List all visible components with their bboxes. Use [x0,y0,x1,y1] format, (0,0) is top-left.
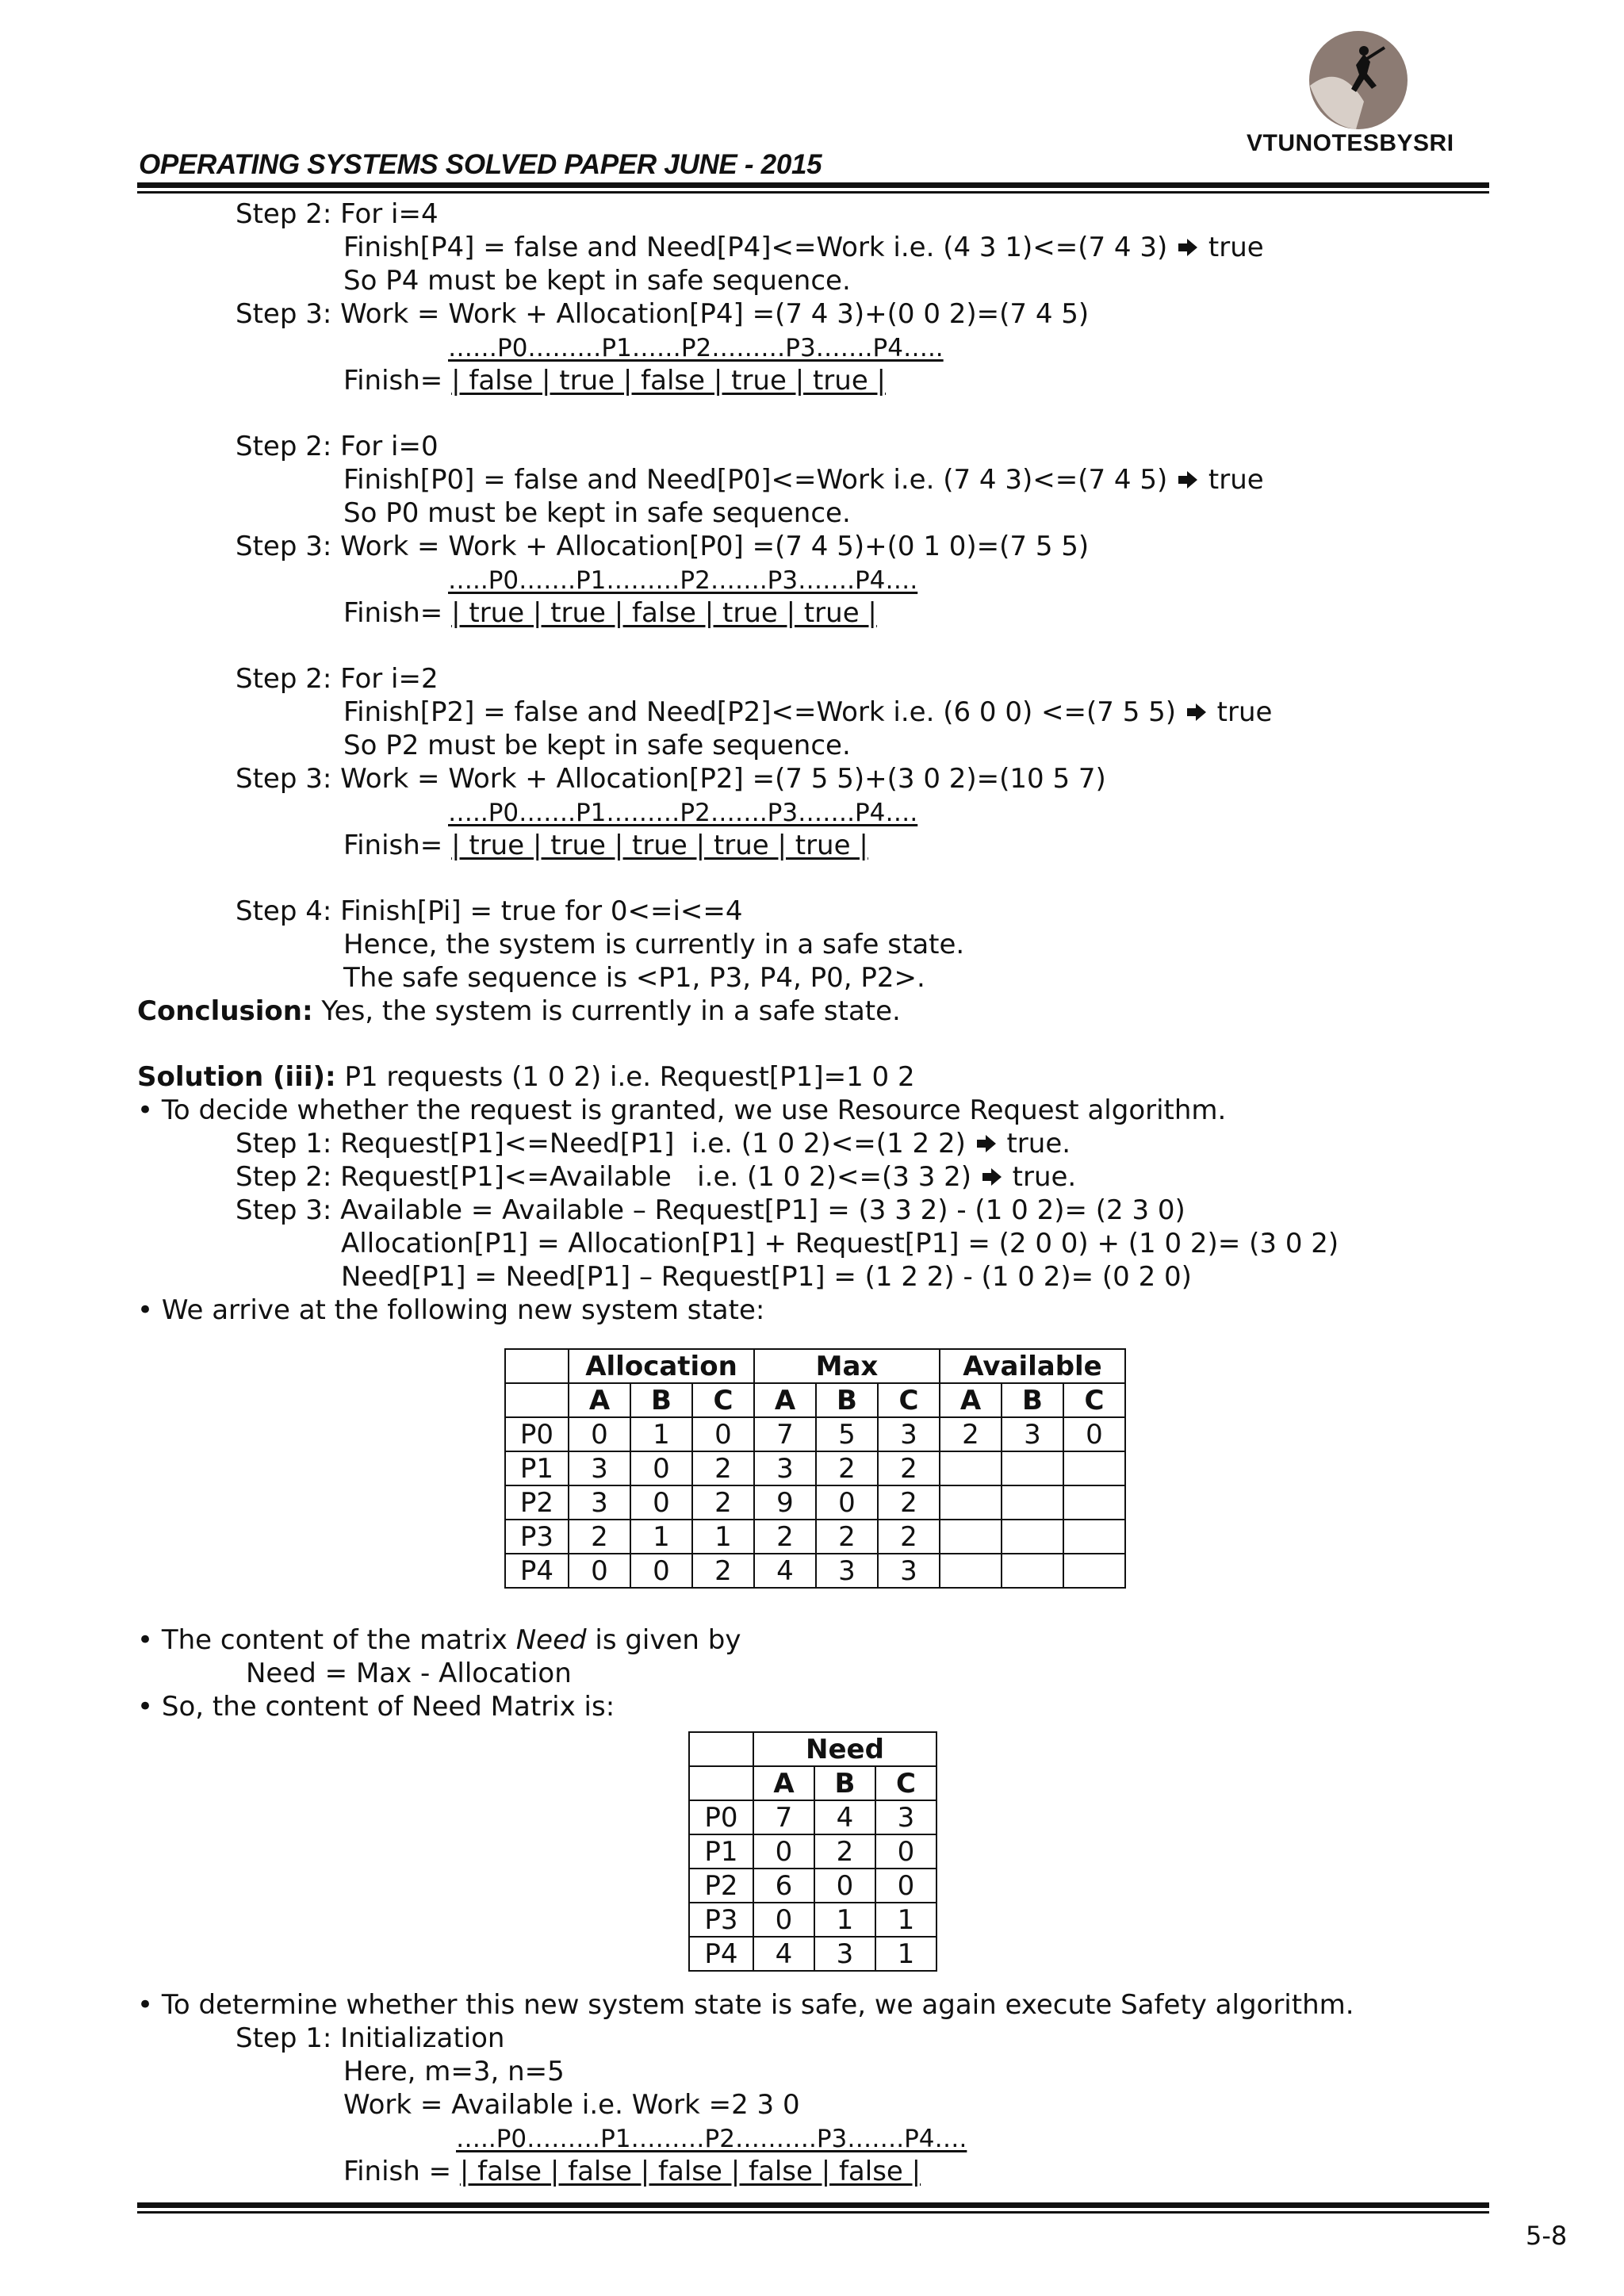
conclusion-line [137,995,901,1027]
column-header: A [754,1383,816,1417]
value-cell: 3 [875,1800,936,1834]
value-cell: 0 [753,1903,814,1937]
value-cell: 2 [816,1520,878,1554]
value-cell: 3 [878,1554,940,1588]
bullet-line: • To determine whether this new system state is safe, we again execute Safety algorithm. [137,1989,1354,2021]
table-corner-cell [689,1732,753,1766]
text-line [236,1128,1071,1159]
group-header-need: Need [753,1732,936,1766]
arrow-right-icon [1176,469,1200,491]
table-row [689,1800,936,1834]
arrow-right-icon [980,1166,1004,1188]
value-cell: 0 [814,1869,875,1903]
process-label-row [448,332,944,364]
bullet-line [137,1624,741,1656]
text-line: Step 3: Work = Work + Allocation[P2] =(7 5 5)+(3 0 2)=(10 5 7) [236,763,1106,795]
value-cell: 3 [1002,1417,1063,1451]
process-cell: P3 [689,1903,753,1937]
value-cell: 2 [569,1520,630,1554]
value-cell [1002,1554,1063,1588]
value-cell [940,1554,1002,1588]
page-number: 5-8 [1526,2221,1568,2251]
value-cell: 3 [816,1554,878,1588]
column-header: B [630,1383,692,1417]
climber-logo [1308,30,1408,130]
process-cell: P1 [689,1834,753,1869]
text-line [343,696,1272,728]
text-line: The safe sequence is <P1, P3, P4, P0, P2>. [343,962,925,994]
finish-vector [343,830,868,861]
table-row [505,1417,1125,1451]
value-cell: 0 [630,1451,692,1485]
text-line: So P0 must be kept in safe sequence. [343,497,851,529]
header-rule-thick [137,182,1489,188]
finish-vector [343,2156,921,2187]
text-line: Step 2: For i=2 [236,663,439,695]
formula-line: Need = Max - Allocation [246,1658,572,1689]
table-row [505,1554,1125,1588]
finish-label: Finish= [343,597,452,629]
finish-values: | true | true | true | true | true | [451,830,868,861]
text-span: Step 1: Request[P1]<=Need[P1] i.e. (1 0 2)<=(1 2 2) [236,1128,975,1159]
finish-values: | false | false | false | false | false | [459,2156,921,2187]
text-span: Yes, the system is currently in a safe state. [312,995,901,1027]
value-cell: 2 [878,1520,940,1554]
value-cell: 2 [814,1834,875,1869]
process-cell: P3 [505,1520,569,1554]
column-header: C [875,1766,936,1800]
value-cell: 2 [754,1520,816,1554]
value-cell: 1 [630,1417,692,1451]
value-cell: 3 [814,1937,875,1971]
column-header: B [816,1383,878,1417]
text-span: true [1200,232,1264,263]
text-span: Step 2: Request[P1]<=Available i.e. (1 0 2)<=(3 3 2) [236,1161,980,1193]
value-cell: 5 [816,1417,878,1451]
value-cell: 1 [692,1520,754,1554]
table-row [689,1834,936,1869]
finish-values: | false | true | false | true | true | [451,365,886,397]
table-row [689,1937,936,1971]
text-line: Step 2: For i=0 [236,431,439,462]
value-cell: 9 [754,1485,816,1520]
value-cell: 2 [940,1417,1002,1451]
value-cell: 3 [754,1451,816,1485]
value-cell [1002,1451,1063,1485]
bullet-line: • So, the content of Need Matrix is: [137,1691,615,1723]
arrow-right-icon [975,1133,998,1155]
process-labels: ……P0………P1……P2………P3…….P4….. [448,334,944,362]
footer-rule-thin [137,2211,1489,2214]
process-cell: P2 [505,1485,569,1520]
table-group-header-row [505,1349,1125,1383]
arrow-right-icon [1185,701,1208,723]
process-labels: …..P0…….P1………P2…….P3…….P4…. [448,566,918,595]
value-cell [940,1520,1002,1554]
text-line: Step 2: For i=4 [236,198,439,230]
text-span: true. [1003,1161,1077,1193]
text-line: Step 1: Initialization [236,2022,505,2054]
process-cell: P0 [505,1417,569,1451]
value-cell: 0 [816,1485,878,1520]
value-cell [1063,1520,1125,1554]
value-cell: 4 [754,1554,816,1588]
value-cell: 2 [692,1451,754,1485]
text-line [343,232,1264,263]
table-row [505,1520,1125,1554]
bullet-line: • We arrive at the following new system state: [137,1294,765,1326]
process-cell: P2 [689,1869,753,1903]
text-line: Allocation[P1] = Allocation[P1] + Request[P1] = (2 0 0) + (1 0 2)= (3 0 2) [341,1228,1339,1259]
value-cell: 0 [1063,1417,1125,1451]
process-labels: …..P0………P1………P2……….P3…….P4…. [456,2125,967,2153]
table-row [689,1903,936,1937]
finish-label: Finish = [343,2156,460,2187]
text-span: P1 requests (1 0 2) i.e. Request[P1]=1 0 2 [335,1061,915,1093]
brand-name: VTUNOTESBYSRI [1247,130,1454,156]
text-span: • The content of the matrix [137,1624,516,1656]
group-header-allocation: Allocation [569,1349,754,1383]
finish-vector [343,597,877,629]
value-cell: 1 [814,1903,875,1937]
process-label-row [456,2122,967,2155]
conclusion-label: Conclusion: [137,995,313,1027]
text-span: Finish[P0] = false and Need[P0]<=Work i.e. (7 4 3)<=(7 4 5) [343,464,1177,496]
value-cell [1063,1485,1125,1520]
column-header: C [692,1383,754,1417]
value-cell: 4 [814,1800,875,1834]
value-cell [940,1451,1002,1485]
solution-label: Solution (iii): [137,1061,336,1093]
table-column-header-row [505,1383,1125,1417]
value-cell: 2 [692,1554,754,1588]
text-span: true. [998,1128,1071,1159]
column-header: C [1063,1383,1125,1417]
value-cell: 0 [569,1417,630,1451]
text-line: Step 3: Work = Work + Allocation[P4] =(7 4 3)+(0 0 2)=(7 4 5) [236,298,1090,330]
text-line: Need[P1] = Need[P1] – Request[P1] = (1 2 2) - (1 0 2)= (0 2 0) [341,1261,1192,1293]
value-cell: 1 [875,1937,936,1971]
finish-vector [343,365,886,397]
table-group-header-row [689,1732,936,1766]
process-labels: …..P0…….P1………P2…….P3…….P4…. [448,799,918,827]
value-cell: 0 [753,1834,814,1869]
arrow-right-icon [1176,236,1200,259]
value-cell: 0 [875,1869,936,1903]
process-label-row [448,564,917,596]
value-cell: 2 [692,1485,754,1520]
text-line: Work = Available i.e. Work =2 3 0 [343,2089,800,2121]
finish-label: Finish= [343,365,452,397]
text-line: So P4 must be kept in safe sequence. [343,265,851,297]
column-header: C [878,1383,940,1417]
value-cell: 3 [569,1451,630,1485]
process-cell: P1 [505,1451,569,1485]
value-cell: 3 [878,1417,940,1451]
column-header: B [814,1766,875,1800]
text-line [236,1161,1076,1193]
value-cell: 4 [753,1937,814,1971]
process-cell: P0 [689,1800,753,1834]
text-line: So P2 must be kept in safe sequence. [343,730,851,761]
value-cell: 2 [878,1451,940,1485]
table-corner-cell [505,1383,569,1417]
header-rule-thin [137,191,1489,194]
text-line: Hence, the system is currently in a safe state. [343,929,965,960]
value-cell [1063,1554,1125,1588]
document-header-title: OPERATING SYSTEMS SOLVED PAPER JUNE - 2015 [139,149,822,180]
system-state-table [504,1348,1126,1589]
group-header-available: Available [940,1349,1125,1383]
value-cell: 0 [692,1417,754,1451]
value-cell [1063,1451,1125,1485]
text-line: Step 3: Work = Work + Allocation[P0] =(7 4 5)+(0 1 0)=(7 5 5) [236,531,1090,562]
table-corner-cell [505,1349,569,1383]
column-header: A [753,1766,814,1800]
value-cell [1002,1520,1063,1554]
text-span: is given by [586,1624,741,1656]
column-header: B [1002,1383,1063,1417]
footer-rule-thick [137,2202,1489,2208]
table-column-header-row [689,1766,936,1800]
solution-heading [137,1061,915,1093]
table-row [505,1485,1125,1520]
value-cell: 1 [875,1903,936,1937]
text-line: Step 3: Available = Available – Request[P1] = (3 3 2) - (1 0 2)= (2 3 0) [236,1194,1185,1226]
value-cell: 7 [754,1417,816,1451]
text-line [343,464,1264,496]
column-header: A [569,1383,630,1417]
value-cell: 2 [816,1451,878,1485]
table-corner-cell [689,1766,753,1800]
text-line: Step 4: Finish[Pi] = true for 0<=i<=4 [236,895,743,927]
table-row [689,1869,936,1903]
text-span: true [1200,464,1264,496]
text-span: true [1208,696,1273,728]
table-row [505,1451,1125,1485]
value-cell: 6 [753,1869,814,1903]
bullet-line: • To decide whether the request is granted, we use Resource Request algorithm. [137,1094,1227,1126]
value-cell: 3 [569,1485,630,1520]
value-cell: 2 [878,1485,940,1520]
value-cell: 0 [569,1554,630,1588]
value-cell: 0 [630,1485,692,1520]
finish-label: Finish= [343,830,452,861]
value-cell: 0 [875,1834,936,1869]
column-header: A [940,1383,1002,1417]
italic-term: Need [515,1624,587,1656]
process-label-row [448,796,917,829]
value-cell [1002,1485,1063,1520]
text-span: Finish[P4] = false and Need[P4]<=Work i.e. (4 3 1)<=(7 4 3) [343,232,1177,263]
value-cell: 0 [630,1554,692,1588]
text-line: Here, m=3, n=5 [343,2056,565,2087]
finish-values: | true | true | false | true | true | [451,597,877,629]
value-cell: 7 [753,1800,814,1834]
process-cell: P4 [505,1554,569,1588]
value-cell [940,1485,1002,1520]
need-matrix-table [688,1731,937,1972]
group-header-max: Max [754,1349,940,1383]
process-cell: P4 [689,1937,753,1971]
text-span: Finish[P2] = false and Need[P2]<=Work i.e. (6 0 0) <=(7 5 5) [343,696,1185,728]
value-cell: 1 [630,1520,692,1554]
